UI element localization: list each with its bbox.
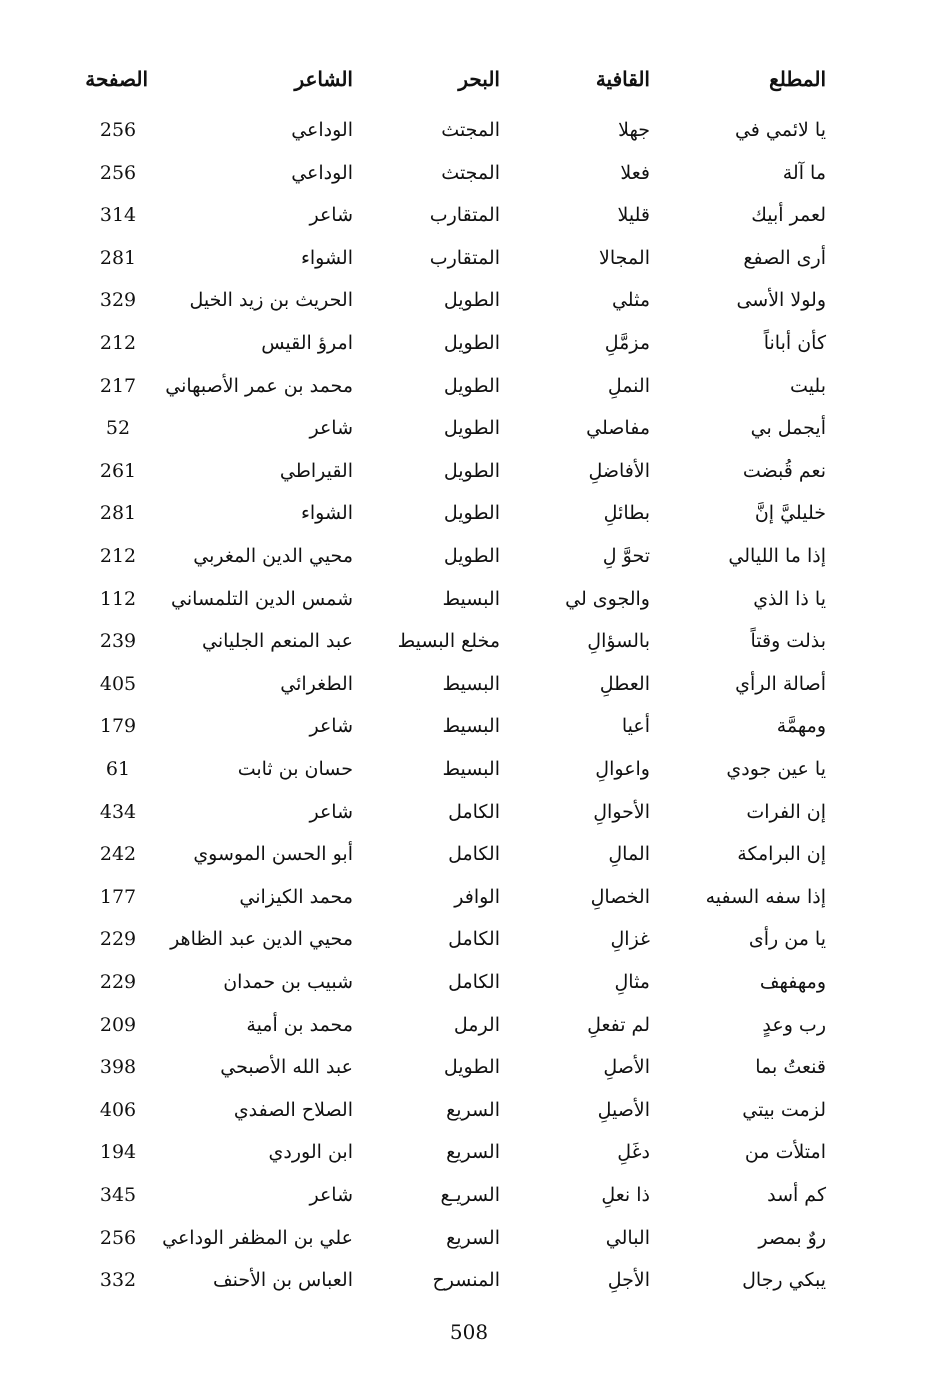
table-row bbox=[0, 663, 938, 705]
cell-shaer: الطغرائي bbox=[280, 672, 353, 695]
cell-bahr: الوافر bbox=[454, 885, 500, 908]
cell-qafiya: البالي bbox=[605, 1226, 650, 1249]
table-row bbox=[0, 492, 938, 534]
cell-matla: يبكي رجال bbox=[742, 1269, 826, 1292]
table-row bbox=[0, 578, 938, 620]
cell-shaer: شاعر bbox=[309, 1184, 353, 1206]
cell-matla: خليليَّ إنَّ bbox=[754, 502, 826, 525]
table-row bbox=[0, 748, 938, 790]
cell-page: 239 bbox=[99, 630, 137, 653]
table-row bbox=[0, 1004, 938, 1046]
cell-matla: إن الفرات bbox=[746, 800, 826, 823]
cell-matla: أرى الصفع bbox=[743, 246, 826, 269]
cell-bahr: الطويل bbox=[443, 545, 500, 567]
table-row bbox=[0, 109, 938, 151]
cell-shaer: شاعر bbox=[309, 417, 353, 440]
cell-matla: نعم قُبضت bbox=[742, 459, 826, 482]
cell-qafiya: تحوَّ لِ bbox=[602, 545, 650, 567]
cell-shaer: محمد بن عمر الأصبهاني bbox=[165, 374, 353, 397]
cell-qafiya: مفاصلي bbox=[586, 417, 650, 440]
cell-bahr: المجتث bbox=[441, 119, 500, 141]
cell-bahr: البسيط bbox=[442, 672, 500, 695]
cell-page: 229 bbox=[99, 971, 137, 993]
table-row bbox=[0, 791, 938, 833]
cell-matla: أيجمل بي bbox=[750, 417, 826, 440]
cell-qafiya: الأصيلِ bbox=[597, 1098, 650, 1121]
cell-matla: ومهمَّة bbox=[776, 715, 826, 738]
cell-qafiya: الأحوالِ bbox=[593, 800, 650, 823]
header-bahr: البحر bbox=[458, 67, 500, 91]
cell-matla: ولولا الأسى bbox=[736, 289, 826, 312]
cell-matla: يا ذا الذي bbox=[753, 587, 826, 610]
cell-matla: ما آلة bbox=[782, 161, 826, 184]
header-shaer: الشاعر bbox=[294, 67, 353, 91]
cell-bahr: الطويل bbox=[443, 332, 500, 354]
table-row bbox=[0, 237, 938, 279]
cell-bahr: البسيط bbox=[442, 715, 500, 738]
cell-page: 229 bbox=[99, 928, 137, 951]
cell-qafiya: المجالا bbox=[599, 246, 650, 269]
cell-bahr: السريـع bbox=[440, 1184, 500, 1206]
cell-matla: إذا سفه السفيه bbox=[705, 885, 826, 908]
table-row bbox=[0, 833, 938, 875]
cell-matla: إذا ما الليالي bbox=[728, 545, 826, 567]
cell-matla: بليت bbox=[790, 374, 826, 397]
cell-qafiya: جهلا bbox=[618, 119, 650, 141]
table-row bbox=[0, 407, 938, 449]
table-row bbox=[0, 1089, 938, 1131]
table-row bbox=[0, 365, 938, 407]
cell-qafiya: واعوالِ bbox=[595, 758, 650, 780]
cell-shaer: محيي الدين عبد الظاهر bbox=[170, 928, 353, 951]
cell-bahr: الطويل bbox=[443, 459, 500, 482]
cell-page: 256 bbox=[99, 161, 137, 184]
cell-page: 242 bbox=[99, 843, 137, 866]
cell-bahr: الكامل bbox=[448, 971, 500, 993]
cell-shaer: القيراطي bbox=[279, 459, 353, 482]
cell-bahr: الطويل bbox=[443, 417, 500, 440]
cell-matla: يا من رأى bbox=[748, 928, 826, 951]
cell-shaer: الوداعي bbox=[291, 119, 353, 141]
cell-qafiya: لم تفعلِ bbox=[587, 1013, 650, 1036]
cell-matla: امتلأت من bbox=[744, 1141, 826, 1164]
table-header bbox=[0, 58, 938, 100]
cell-shaer: علي بن المظفر الوداعي bbox=[162, 1226, 353, 1249]
cell-shaer: محيي الدين المغربي bbox=[193, 545, 353, 567]
cell-page: 112 bbox=[99, 587, 137, 610]
cell-matla: إن البرامكة bbox=[737, 843, 826, 866]
cell-bahr: الكامل bbox=[448, 928, 500, 951]
cell-matla: قنعتُ بما bbox=[755, 1056, 826, 1079]
header-qafiya: القافية bbox=[595, 67, 650, 91]
cell-matla: لعمر أبيك bbox=[751, 204, 826, 227]
cell-bahr: الكامل bbox=[448, 800, 500, 823]
cell-qafiya: الأفاضلِ bbox=[588, 459, 650, 482]
cell-page: 177 bbox=[99, 885, 137, 908]
cell-qafiya: مزمَّلِ bbox=[604, 332, 650, 354]
cell-shaer: الوداعي bbox=[291, 161, 353, 184]
cell-page: 281 bbox=[99, 502, 137, 525]
cell-shaer: محمد الكيزاني bbox=[239, 885, 353, 908]
cell-page: 61 bbox=[105, 758, 131, 780]
cell-bahr: المتقارب bbox=[429, 204, 500, 227]
cell-shaer: محمد بن أمية bbox=[246, 1013, 353, 1036]
cell-qafiya: فعلا bbox=[620, 161, 650, 184]
cell-page: 256 bbox=[99, 1226, 137, 1249]
table-row bbox=[0, 1217, 938, 1259]
cell-shaer: شمس الدين التلمساني bbox=[171, 587, 353, 610]
cell-shaer: عبد الله الأصبحي bbox=[220, 1056, 353, 1079]
table-row bbox=[0, 961, 938, 1003]
cell-matla: رب وعدٍ bbox=[762, 1013, 826, 1036]
cell-shaer: امرؤ القيس bbox=[261, 332, 353, 354]
cell-bahr: الطويل bbox=[443, 502, 500, 525]
cell-page: 434 bbox=[99, 800, 137, 823]
cell-bahr: مخلع البسيط bbox=[397, 630, 500, 653]
cell-matla: روٌ بمصر bbox=[758, 1226, 826, 1249]
cell-page: 405 bbox=[99, 672, 137, 695]
cell-bahr: الكامل bbox=[448, 843, 500, 866]
cell-shaer: حسان بن ثابت bbox=[237, 758, 353, 780]
cell-matla: كم أسد bbox=[767, 1184, 826, 1206]
cell-shaer: شاعر bbox=[309, 715, 353, 738]
cell-bahr: البسيط bbox=[442, 587, 500, 610]
header-matla: المطلع bbox=[769, 67, 826, 91]
cell-matla: كأن أباناً bbox=[763, 332, 826, 354]
cell-qafiya: المالِ bbox=[608, 843, 650, 866]
cell-qafiya: النملِ bbox=[607, 374, 650, 397]
cell-qafiya: غزالِ bbox=[610, 928, 650, 951]
cell-qafiya: قليلا bbox=[617, 204, 650, 227]
cell-qafiya: مثلي bbox=[611, 289, 650, 312]
cell-qafiya: الأصلِ bbox=[603, 1056, 650, 1079]
cell-matla: ومهفهف bbox=[759, 971, 826, 993]
cell-page: 261 bbox=[99, 459, 137, 482]
cell-page: 329 bbox=[99, 289, 137, 312]
cell-bahr: الطويل bbox=[443, 1056, 500, 1079]
cell-qafiya: الخصالِ bbox=[590, 885, 650, 908]
table-row bbox=[0, 450, 938, 492]
cell-page: 281 bbox=[99, 246, 137, 269]
cell-page: 314 bbox=[99, 204, 137, 227]
cell-qafiya: والجوى لي bbox=[565, 587, 650, 610]
cell-page: 194 bbox=[99, 1141, 137, 1164]
cell-page: 406 bbox=[99, 1098, 137, 1121]
cell-page: 256 bbox=[99, 119, 137, 141]
cell-shaer: شاعر bbox=[309, 800, 353, 823]
cell-bahr: السريع bbox=[446, 1098, 500, 1121]
cell-matla: يا لائمي في bbox=[734, 119, 826, 141]
cell-page: 345 bbox=[99, 1184, 137, 1206]
table-row bbox=[0, 705, 938, 747]
table-row bbox=[0, 620, 938, 662]
cell-page: 179 bbox=[99, 715, 137, 738]
table-row bbox=[0, 322, 938, 364]
table-row bbox=[0, 1259, 938, 1301]
cell-page: 212 bbox=[99, 545, 137, 567]
cell-bahr: الطويل bbox=[443, 374, 500, 397]
cell-shaer: العباس بن الأحنف bbox=[212, 1269, 353, 1292]
cell-shaer: الحريث بن زيد الخيل bbox=[189, 289, 353, 312]
cell-matla: يا عين جودي bbox=[726, 758, 826, 780]
cell-qafiya: العطلِ bbox=[599, 672, 650, 695]
cell-bahr: السريع bbox=[446, 1141, 500, 1164]
cell-bahr: المنسرح bbox=[432, 1269, 500, 1292]
cell-bahr: المجتث bbox=[441, 161, 500, 184]
cell-qafiya: أعيا bbox=[621, 715, 650, 738]
cell-matla: أصالة الرأي bbox=[735, 672, 826, 695]
cell-qafiya: بالسؤالِ bbox=[587, 630, 650, 653]
cell-qafiya: دغَلِ bbox=[617, 1141, 650, 1164]
cell-matla: لزمت بيتي bbox=[742, 1098, 826, 1121]
table-row bbox=[0, 535, 938, 577]
cell-page: 212 bbox=[99, 332, 137, 354]
cell-page: 52 bbox=[105, 417, 131, 440]
cell-matla: بذلت وقتاً bbox=[750, 630, 826, 653]
cell-shaer: ابن الوردي bbox=[268, 1141, 353, 1164]
cell-page: 209 bbox=[99, 1013, 137, 1036]
table-row bbox=[0, 1046, 938, 1088]
table-row bbox=[0, 194, 938, 236]
cell-shaer: شبيب بن حمدان bbox=[223, 971, 353, 993]
cell-shaer: عبد المنعم الجلياني bbox=[202, 630, 353, 653]
cell-bahr: المتقارب bbox=[429, 246, 500, 269]
cell-shaer: أبو الحسن الموسوي bbox=[193, 843, 353, 866]
cell-shaer: الشواء bbox=[300, 502, 353, 525]
cell-bahr: البسيط bbox=[442, 758, 500, 780]
table-row bbox=[0, 152, 938, 194]
cell-shaer: الشواء bbox=[300, 246, 353, 269]
header-page: الصفحة bbox=[85, 67, 148, 91]
cell-bahr: السريع bbox=[446, 1226, 500, 1249]
cell-qafiya: مثالِ bbox=[614, 971, 650, 993]
cell-page: 332 bbox=[99, 1269, 137, 1292]
cell-qafiya: بطائلِ bbox=[603, 502, 650, 525]
table-row bbox=[0, 1131, 938, 1173]
table-row bbox=[0, 279, 938, 321]
cell-page: 217 bbox=[99, 374, 137, 397]
cell-bahr: الطويل bbox=[443, 289, 500, 312]
cell-qafiya: ذا نعلِ bbox=[601, 1184, 650, 1206]
table-row bbox=[0, 876, 938, 918]
cell-bahr: الرمل bbox=[453, 1013, 500, 1036]
table-row bbox=[0, 918, 938, 960]
cell-page: 398 bbox=[99, 1056, 137, 1079]
cell-qafiya: الأجلِ bbox=[607, 1269, 650, 1292]
page-number: 508 bbox=[449, 1320, 489, 1344]
cell-shaer: شاعر bbox=[309, 204, 353, 227]
table-row bbox=[0, 1174, 938, 1216]
cell-shaer: الصلاح الصفدي bbox=[233, 1098, 353, 1121]
